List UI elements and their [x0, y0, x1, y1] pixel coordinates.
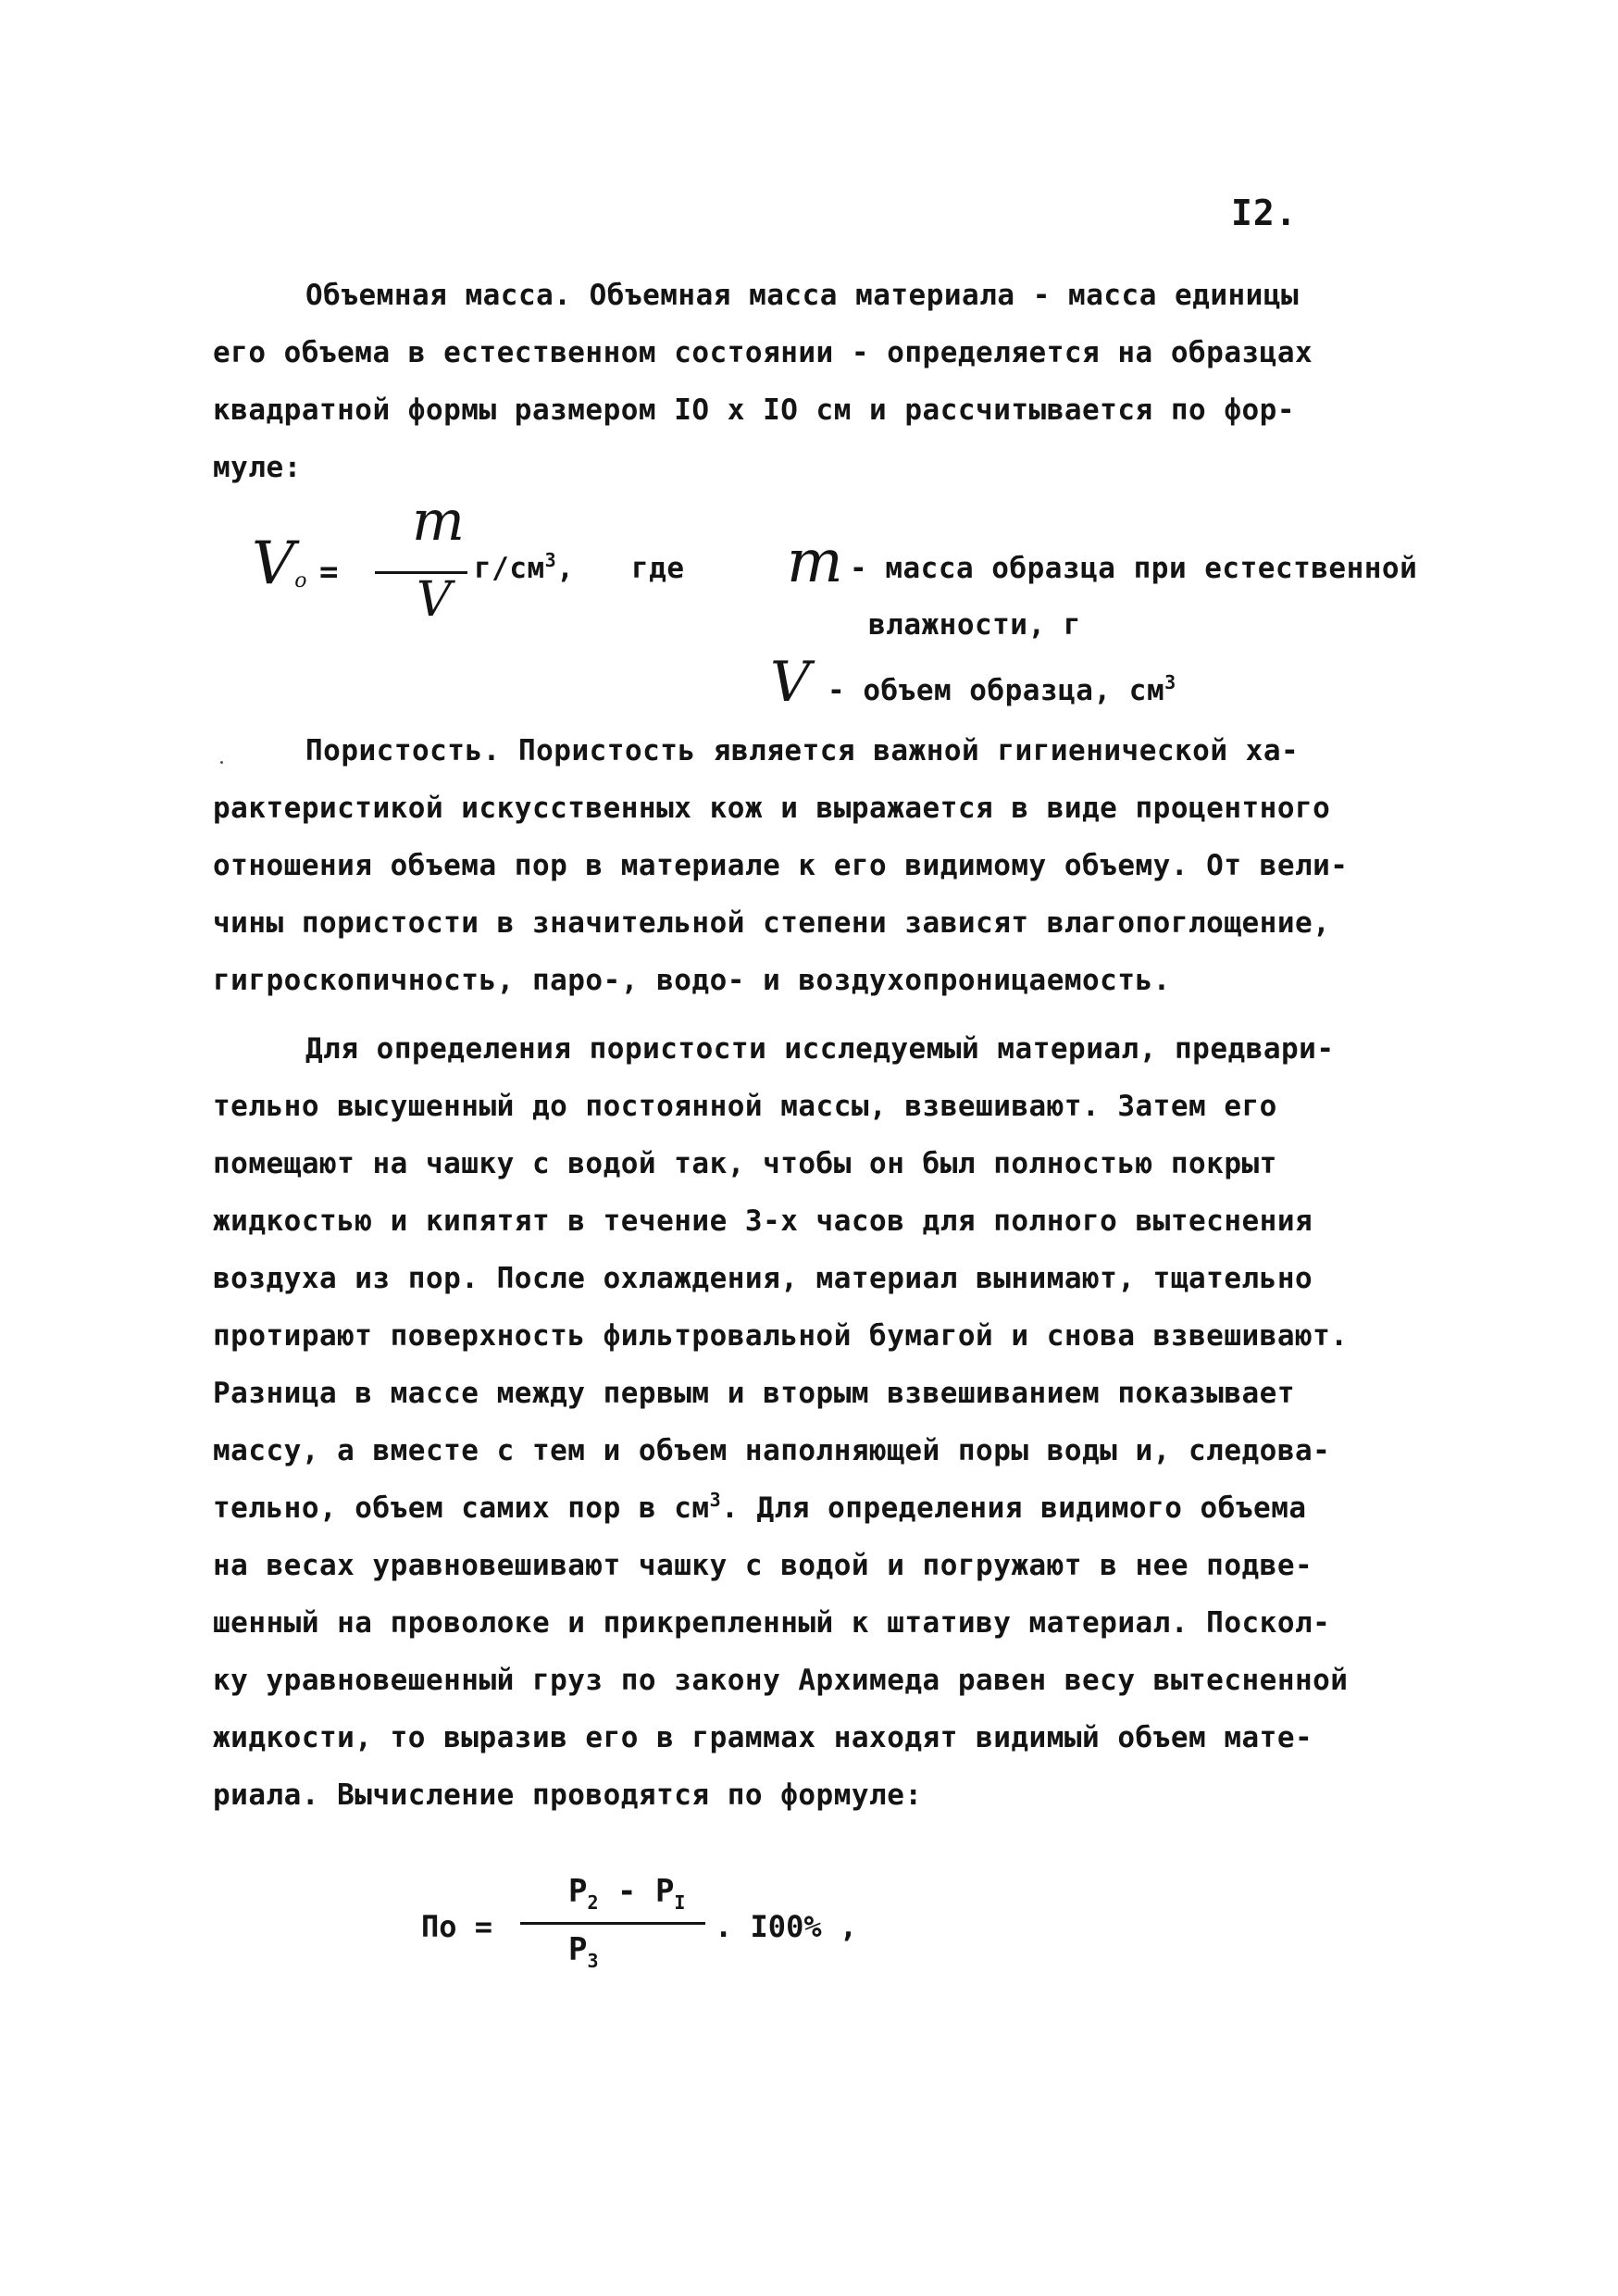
- paragraph-2-line-4: чины пористости в значительной степени зависят влагопоглощение,: [213, 906, 1331, 940]
- formula-1-mass-definition: - масса образца при естественной: [850, 552, 1418, 585]
- paragraph-3-line-5: воздуха из пор. После охлаждения, материал вынимают, тщательно: [213, 1262, 1313, 1295]
- paragraph-3-line-11: шенный на проволоке и прикрепленный к штативу материал. Поскол-: [213, 1606, 1331, 1640]
- formula-2-fraction-bar: [520, 1922, 705, 1925]
- paragraph-2-line-3: отношения объема пор в материале к его видимому объему. От вели-: [213, 849, 1349, 882]
- page-number: I2.: [1231, 193, 1298, 233]
- paragraph-1-line-3: квадратной формы размером IO x IO см и рассчитывается по фор-: [213, 393, 1295, 427]
- paragraph-3-line-10: на весах уравновешивают чашку с водой и погружают в нее подве-: [213, 1549, 1313, 1582]
- paragraph-3-line-3: помещают на чашку с водой так, чтобы он был полностью покрыт: [213, 1147, 1277, 1180]
- paragraph-3-line-6: протирают поверхность фильтровальной бумагой и снова взвешивают.: [213, 1319, 1349, 1353]
- formula-2-tail: . I00% ,: [715, 1909, 858, 1944]
- formula-1-denominator: V: [417, 572, 452, 628]
- paragraph-3-line-1: Для определения пористости исследуемый материал, предвари-: [305, 1032, 1335, 1066]
- paragraph-1-line-2: его объема в естественном состоянии - определяется на образцах: [213, 336, 1313, 369]
- paragraph-3-line-7: Разница в массе между первым и вторым взвешиванием показывает: [213, 1377, 1295, 1410]
- formula-1-mass-symbol: m: [787, 528, 843, 596]
- formula-1-volume-symbol: V: [770, 650, 811, 715]
- paragraph-1-line-1: Объемная масса. Объемная масса материала - масса единицы: [305, 279, 1300, 312]
- paragraph-3-line-2: тельно высушенный до постоянной массы, взвешивают. Затем его: [213, 1090, 1277, 1123]
- paragraph-1-line-4: муле:: [213, 451, 302, 484]
- formula-2-numerator: $P_2 - P_I$: [568, 1873, 686, 1914]
- formula-2-denominator: $P_3$: [568, 1931, 599, 1972]
- formula-1-lhs: Vo: [252, 530, 307, 598]
- paragraph-3-line-13: жидкости, то выразив его в граммах находят видимый объем мате-: [213, 1721, 1313, 1754]
- paragraph-3-line-12: ку уравновешенный груз по закону Архимеда равен весу вытесненной: [213, 1664, 1349, 1697]
- paragraph-3-line-8: массу, а вместе с тем и объем наполняющей поры воды и, следова-: [213, 1434, 1331, 1467]
- formula-1-where: где: [631, 552, 685, 585]
- formula-1-numerator: m: [412, 489, 465, 554]
- formula-1-mass-definition-cont: влажности, г: [868, 608, 1081, 642]
- paragraph-2-line-2: рактеристикой искусственных кож и выражается в виде процентного: [213, 792, 1331, 825]
- formula-2-lhs: По =: [421, 1909, 493, 1944]
- paragraph-3-line-9: тельно, объем самих пор в $см^3$. Для определения видимого объема: [213, 1489, 1307, 1525]
- margin-speck: [220, 761, 223, 764]
- paragraph-2-line-5: гигроскопичность, паро-, водо- и воздухопроницаемость.: [213, 964, 1171, 997]
- paragraph-3-line-14: риала. Вычисление проводятся по формуле:: [213, 1778, 923, 1812]
- formula-1-unit: $г/см^3$,: [474, 549, 575, 585]
- paragraph-3-line-4: жидкостью и кипятят в течение 3-х часов для полного вытеснения: [213, 1204, 1313, 1238]
- formula-1-volume-definition: - объем образца, $см^3$: [828, 671, 1176, 707]
- formula-1-equals: =: [319, 554, 339, 591]
- paragraph-2-line-1: Пористость. Пористость является важной гигиенической ха-: [305, 734, 1300, 767]
